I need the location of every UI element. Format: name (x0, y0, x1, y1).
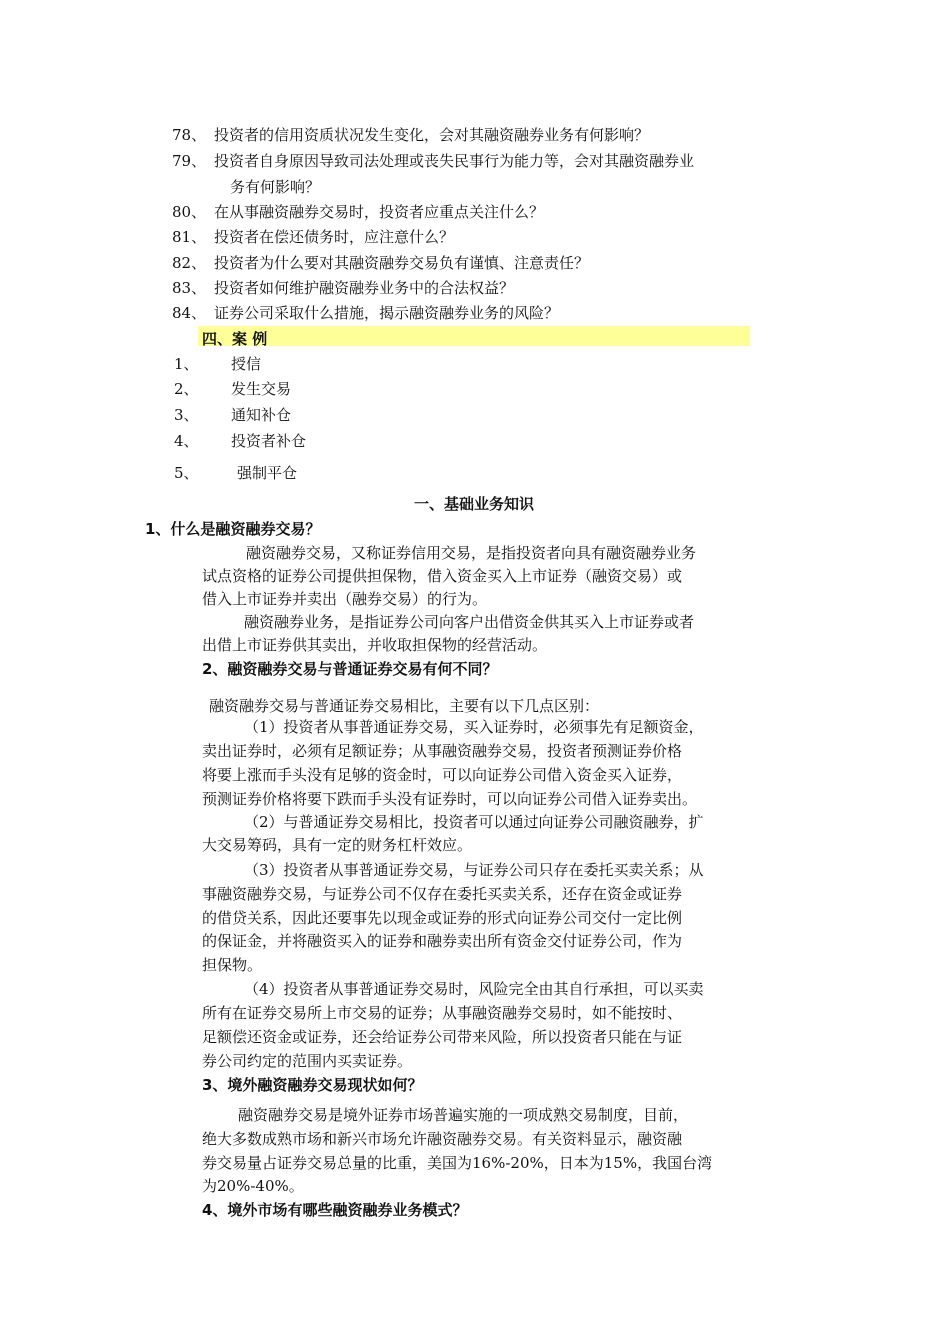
question-number: 83、 (172, 279, 207, 297)
case-heading: 四、案 例 (202, 330, 268, 348)
question-number: 84、 (172, 304, 207, 322)
paragraph-line: 融资融券业务，是指证券公司向客户出借资金供其买入上市证券或者 (244, 613, 695, 631)
paragraph-line: （2）与普通证券交易相比，投资者可以通过向证券公司融资融券，扩 (244, 813, 704, 831)
question-heading: 4、境外市场有哪些融资融券业务模式？ (202, 1201, 468, 1219)
question-text: 投资者为什么要对其融资融券交易负有谨慎、注意责任？ (214, 254, 590, 272)
paragraph-line: 试点资格的证券公司提供担保物，借入资金买入上市证券（融资交易）或 (202, 567, 683, 585)
paragraph-line: 足额偿还资金或证券，还会给证券公司带来风险，所以投资者只能在与证 (202, 1028, 683, 1046)
paragraph-line: 担保物。 (202, 956, 263, 974)
case-item: 发生交易 (231, 380, 292, 398)
paragraph-intro: 融资融券交易与普通证券交易相比，主要有以下几点区别： (209, 697, 600, 715)
question-number: 79、 (172, 152, 207, 170)
paragraph-line: 事融资融券交易，与证券公司不仅存在委托买卖关系，还存在资金或证券 (202, 885, 683, 903)
question-heading: 1、什么是融资融券交易？ (145, 520, 321, 538)
case-number: 5、 (174, 464, 199, 482)
question-number: 78、 (172, 126, 207, 144)
paragraph-line: （4）投资者从事普通证券交易时，风险完全由其自行承担，可以买卖 (244, 980, 704, 998)
paragraph-line: 大交易筹码，具有一定的财务杠杆效应。 (202, 836, 473, 854)
question-number: 82、 (172, 254, 207, 272)
question-heading: 2、融资融券交易与普通证券交易有何不同？ (202, 660, 498, 678)
paragraph-line: 的保证金，并将融资买入的证券和融券卖出所有资金交付证券公司，作为 (202, 932, 683, 950)
paragraph-line: 为20%-40%。 (202, 1177, 304, 1195)
question-text: 投资者自身原因导致司法处理或丧失民事行为能力等，会对其融资融券业 (214, 152, 695, 170)
question-text: 在从事融资融券交易时，投资者应重点关注什么？ (214, 203, 545, 221)
case-item: 授信 (231, 355, 262, 373)
paragraph-line: 出借上市证券供其卖出，并收取担保物的经营活动。 (202, 636, 548, 654)
case-heading-highlight (198, 326, 750, 346)
paragraph-line: 卖出证券时，必须有足额证券；从事融资融券交易，投资者预测证券价格 (202, 742, 683, 760)
case-number: 2、 (174, 380, 199, 398)
question-text: 投资者如何维护融资融券业务中的合法权益？ (214, 279, 515, 297)
case-item: 通知补仓 (231, 406, 292, 424)
question-text: 投资者的信用资质状况发生变化，会对其融资融券业务有何影响？ (214, 126, 650, 144)
question-text-continued: 务有何影响？ (230, 178, 321, 196)
paragraph-line: （3）投资者从事普通证券交易，与证券公司只存在委托买卖关系；从 (244, 861, 704, 879)
paragraph-line: 券公司约定的范围内买卖证券。 (202, 1052, 413, 1070)
paragraph-line: 券交易量占证券交易总量的比重，美国为16%-20%，日本为15%，我国台湾 (202, 1154, 713, 1172)
case-item: 投资者补仓 (231, 432, 307, 450)
question-number: 81、 (172, 228, 207, 246)
case-number: 4、 (174, 432, 199, 450)
case-number: 1、 (174, 355, 199, 373)
paragraph-line: 绝大多数成熟市场和新兴市场允许融资融券交易。有关资料显示，融资融 (202, 1130, 683, 1148)
question-text: 投资者在偿还债务时，应注意什么？ (214, 228, 455, 246)
paragraph-line: 的借贷关系，因此还要事先以现金或证券的形式向证券公司交付一定比例 (202, 909, 683, 927)
paragraph-line: 预测证券价格将要下跌而手头没有证券时，可以向证券公司借入证券卖出。 (202, 790, 698, 808)
paragraph-line: 融资融券交易是境外证券市场普遍实施的一项成熟交易制度，目前， (238, 1106, 689, 1124)
paragraph-line: （1）投资者从事普通证券交易，买入证券时，必须事先有足额资金， (244, 718, 704, 736)
question-text: 证券公司采取什么措施，揭示融资融券业务的风险？ (214, 304, 560, 322)
paragraph-line: 将要上涨而手头没有足够的资金时，可以向证券公司借入资金买入证券， (202, 766, 683, 784)
question-heading: 3、境外融资融券交易现状如何？ (202, 1076, 423, 1094)
case-item: 强制平仓 (237, 464, 298, 482)
case-number: 3、 (174, 406, 199, 424)
section-title: 一、基础业务知识 (414, 495, 535, 513)
paragraph-line: 借入上市证券并卖出（融券交易）的行为。 (202, 590, 488, 608)
paragraph-line: 所有在证券交易所上市交易的证券；从事融资融券交易时，如不能按时、 (202, 1004, 683, 1022)
question-number: 80、 (172, 203, 207, 221)
paragraph-line: 融资融券交易，又称证券信用交易，是指投资者向具有融资融券业务 (246, 544, 697, 562)
